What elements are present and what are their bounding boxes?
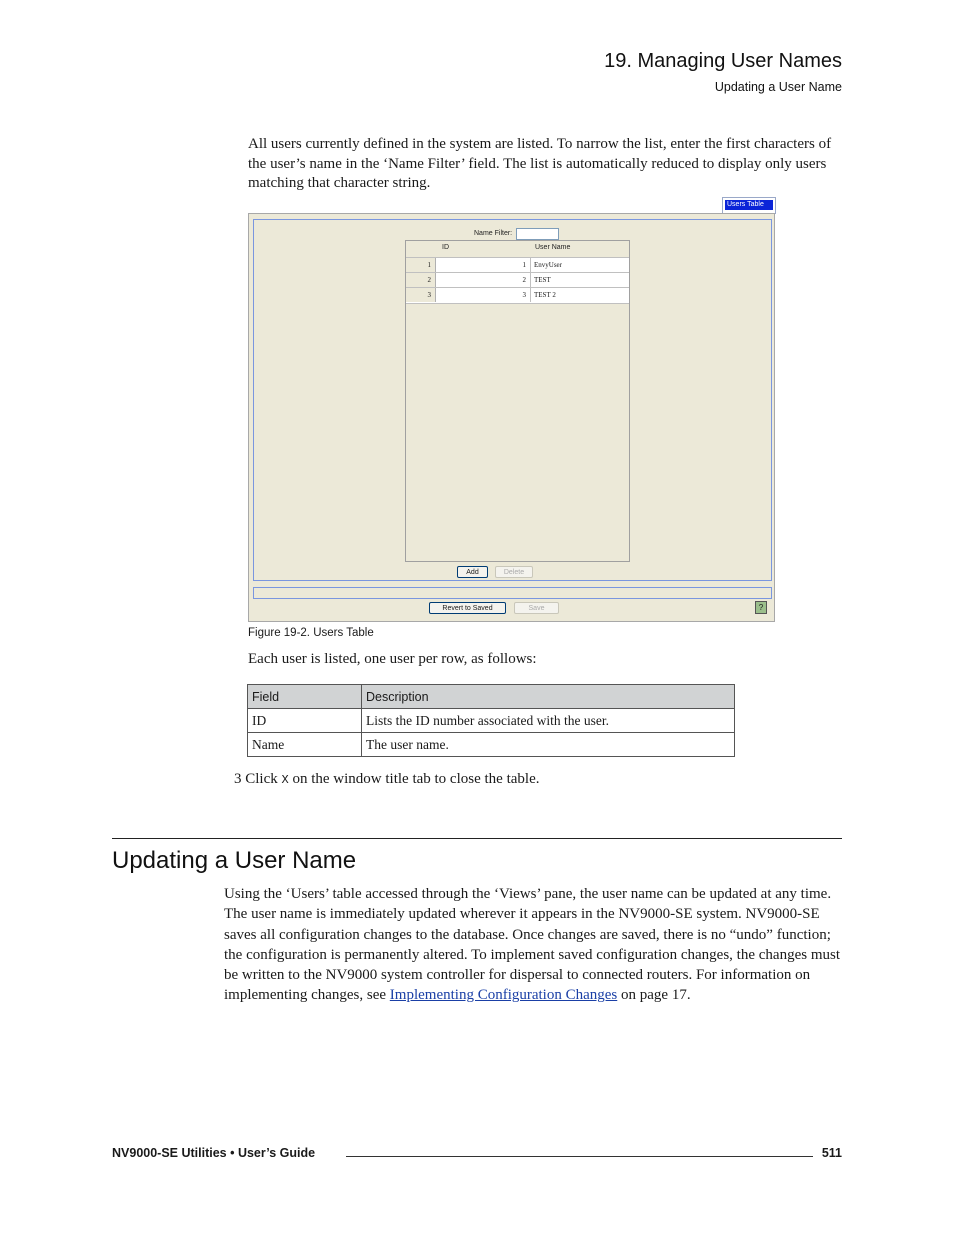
close-key: X (281, 773, 289, 787)
step-text-after: on the window title tab to close the table. (288, 771, 540, 787)
section-body-tail: on page 17. (617, 987, 691, 1004)
name-filter-label: Name Filter: (474, 230, 513, 237)
implementing-changes-link[interactable]: Implementing Configuration Changes (389, 987, 618, 1004)
table-row[interactable] (406, 272, 629, 288)
users-table-window (248, 213, 775, 622)
table-row (248, 709, 735, 733)
row-header[interactable]: 3 (406, 288, 436, 302)
users-table-panel (253, 219, 772, 581)
row-name-cell[interactable]: TEST (534, 276, 551, 284)
table-row[interactable] (406, 257, 629, 273)
description-cell: Lists the ID number associated with the user. (362, 709, 735, 733)
section-body (224, 884, 842, 1006)
field-cell: Name (248, 733, 362, 757)
row-header[interactable]: 2 (406, 273, 436, 287)
footer-title: NV9000-SE Utilities • User’s Guide (112, 1146, 316, 1160)
step-text-before: Click (245, 771, 282, 787)
description-cell: The user name. (362, 733, 735, 757)
intro-paragraph: All users currently defined in the system are listed. To narrow the list, enter the first characters of the user’s name in the ‘Name Filter’ field. The list is automatically reduced to display only users matching that character string. (248, 136, 832, 191)
help-icon[interactable]: ? (755, 601, 767, 614)
row-name-cell[interactable]: TEST 2 (534, 291, 556, 299)
row-id-cell[interactable]: 1 (436, 258, 531, 272)
name-filter-input[interactable] (516, 228, 559, 240)
table-header-field: Field (248, 685, 362, 709)
running-header-section: Updating a User Name (714, 80, 842, 94)
footer-divider (346, 1156, 813, 1157)
step-3 (234, 771, 539, 788)
section-title: Updating a User Name (112, 847, 357, 874)
row-id-cell[interactable]: 3 (436, 288, 531, 302)
table-row (248, 733, 735, 757)
rows-intro-text: Each user is listed, one user per row, as follows: (248, 651, 537, 667)
field-description-table (247, 684, 735, 757)
table-header-description: Description (362, 685, 735, 709)
row-header[interactable]: 1 (406, 258, 436, 272)
window-tab-label: Users Table (725, 200, 773, 210)
chapter-title: 19. Managing User Names (604, 50, 842, 72)
revert-to-saved-button[interactable]: Revert to Saved (429, 602, 506, 614)
column-header-id[interactable]: ID (442, 244, 449, 251)
field-cell: ID (248, 709, 362, 733)
step-number: 3 (234, 771, 242, 787)
save-button[interactable]: Save (514, 602, 559, 614)
page-number: 511 (821, 1146, 842, 1160)
status-bar (253, 587, 772, 599)
column-header-user-name[interactable]: User Name (535, 244, 571, 251)
section-divider (112, 838, 842, 839)
users-grid (405, 240, 630, 562)
add-button[interactable]: Add (457, 566, 488, 578)
window-title-tab[interactable] (722, 197, 776, 214)
row-name-cell[interactable]: EnvyUser (534, 261, 562, 269)
section-body-text: Using the ‘Users’ table accessed through the ‘Views’ pane, the user name can be updated at any time. The user name is immediately updated wherever it appears in the NV9000-SE system. NV9000-SE saves all configuration changes to the database. Once changes are saved, there is no “undo” function; the configuration is permanently altered. To implement saved configuration changes, the changes must be written to the NV9000 system controller for dispersal to connected routers. For information on implementing changes, see (224, 886, 840, 1004)
row-id-cell[interactable]: 2 (436, 273, 531, 287)
delete-button[interactable]: Delete (495, 566, 533, 578)
figure-caption: Figure 19-2. Users Table (248, 627, 374, 639)
table-row[interactable] (406, 287, 629, 304)
